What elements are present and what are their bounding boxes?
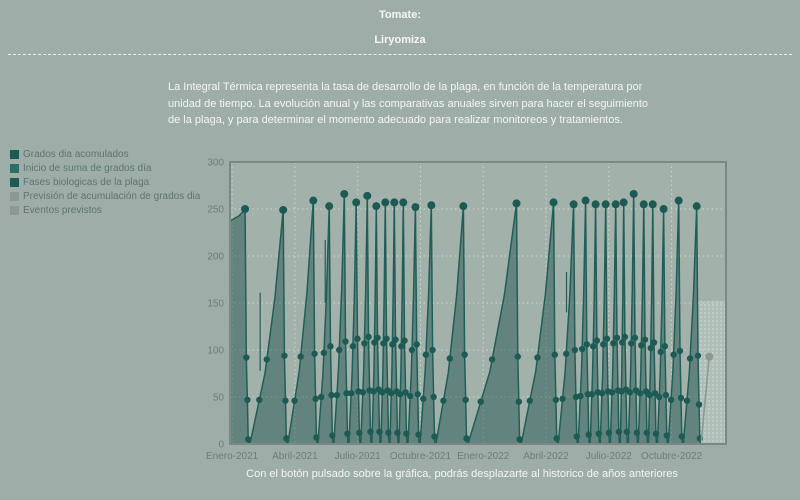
legend-swatch-icon [10, 206, 19, 215]
y-tick-label: 250 [207, 204, 224, 216]
x-tick-label: Abril-2022 [523, 451, 569, 462]
page-subtitle: Liryomiza [374, 34, 426, 46]
y-tick-label: 200 [207, 251, 224, 263]
legend-item-label: Grados dia acomulados [23, 149, 129, 160]
header-divider [8, 54, 792, 55]
legend-item-3[interactable] [10, 191, 200, 202]
y-axis-labels [207, 158, 224, 451]
legend-item-label: Fases biologicas de la plaga [23, 177, 150, 188]
description-text: La Integral Térmica representa la tasa de desarrollo de la plaga, en función de la temperatura por unidad de tiempo. La evolución anual y las comparativas anuales sirven para hacer el seguimiento de la plaga, y para determinar el momento adecuado para realizar monitoreos y tratamientos. [168, 81, 649, 126]
x-tick-label: Octubre-2022 [641, 451, 703, 462]
degree-days-chart[interactable] [192, 152, 732, 478]
y-tick-label: 0 [218, 439, 224, 451]
legend-item-label: Previsión de acumulación de grados dia [23, 191, 201, 202]
legend-item-0[interactable] [10, 149, 200, 160]
y-tick-label: 150 [207, 298, 224, 310]
x-tick-label: Enero-2021 [205, 451, 259, 462]
forecast-band [698, 301, 726, 444]
legend-item-1[interactable] [10, 163, 200, 174]
legend-item-2[interactable] [10, 177, 200, 188]
y-tick-label: 50 [212, 392, 224, 404]
y-tick-label: 300 [207, 157, 224, 169]
page-title: Tomate: [379, 9, 421, 21]
x-tick-label: Julio-2022 [585, 451, 632, 462]
y-tick-label: 100 [207, 345, 224, 357]
pan-hint: Con el botón pulsado sobre la gráfica, podrás desplazarte al historico de años anteriores [246, 468, 678, 480]
legend-swatch-icon [10, 164, 19, 173]
chart-legend [10, 149, 200, 219]
chart-container [192, 152, 732, 478]
x-tick-label: Julio-2021 [334, 451, 381, 462]
x-tick-label: Abril-2021 [272, 451, 318, 462]
legend-item-label: Eventos previstos [23, 205, 102, 216]
legend-item-4[interactable] [10, 205, 200, 216]
legend-swatch-icon [10, 192, 19, 201]
legend-swatch-icon [10, 178, 19, 187]
legend-item-label: Inicio de suma de grados día [23, 163, 152, 174]
legend-swatch-icon [10, 150, 19, 159]
page-header [0, 0, 800, 46]
x-axis-labels [206, 451, 703, 462]
x-tick-label: Octubre-2021 [389, 451, 452, 462]
x-tick-label: Enero-2022 [457, 451, 510, 462]
